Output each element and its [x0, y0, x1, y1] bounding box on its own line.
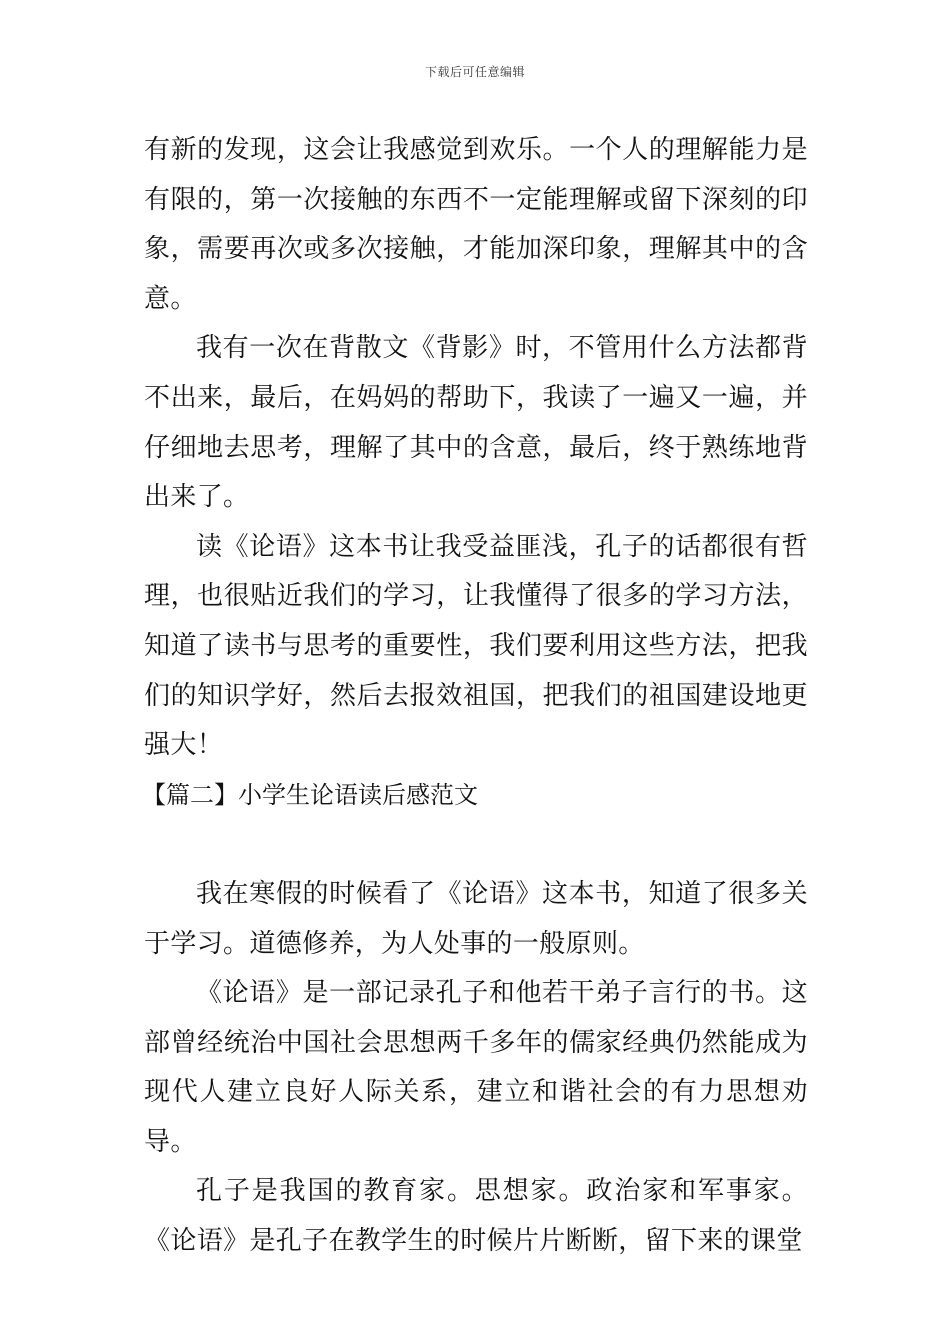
section-heading: 【篇二】小学生论语读后感范文 [142, 780, 478, 809]
blank-line [144, 820, 808, 870]
document-body [144, 126, 808, 1267]
paragraph-conclusion: 读《论语》这本书让我受益匪浅，孔子的话都很有哲理，也很贴近我们的学习，让我懂得了很多的学习方法，知道了读书与思考的重要性，我们要利用这些方法，把我们的知识学好，然后去报效祖国，把我们的祖国建设地更强大！ [144, 531, 808, 761]
paragraph-beiying: 我有一次在背散文《背影》时，不管用什么方法都背不出来，最后，在妈妈的帮助下，我读了一遍又一遍，并仔细地去思考，理解了其中的含意，最后，终于熟练地背出来了。 [144, 333, 808, 513]
paragraph-lunyu-intro: 《论语》是一部记录孔子和他若干弟子言行的书。这部曾经统治中国社会思想两千多年的儒家经典仍然能成为现代人建立良好人际关系，建立和谐社会的有力思想劝导。 [144, 978, 808, 1157]
paragraph-winter-reading: 我在寒假的时候看了《论语》这本书，知道了很多关于学习。道德修养，为人处事的一般原则。 [144, 878, 808, 959]
page-header: 下载后可任意编辑 [424, 65, 525, 79]
paragraph-confucius: 孔子是我国的教育家。思想家。政治家和军事家。《论语》是孔子在教学生的时候片片断断，留下来的课堂 [144, 1176, 808, 1257]
paragraph-continuation: 有新的发现，这会让我感觉到欢乐。一个人的理解能力是有限的，第一次接触的东西不一定能理解或留下深刻的印象，需要再次或多次接触，才能加深印象，理解其中的含意。 [144, 135, 808, 314]
